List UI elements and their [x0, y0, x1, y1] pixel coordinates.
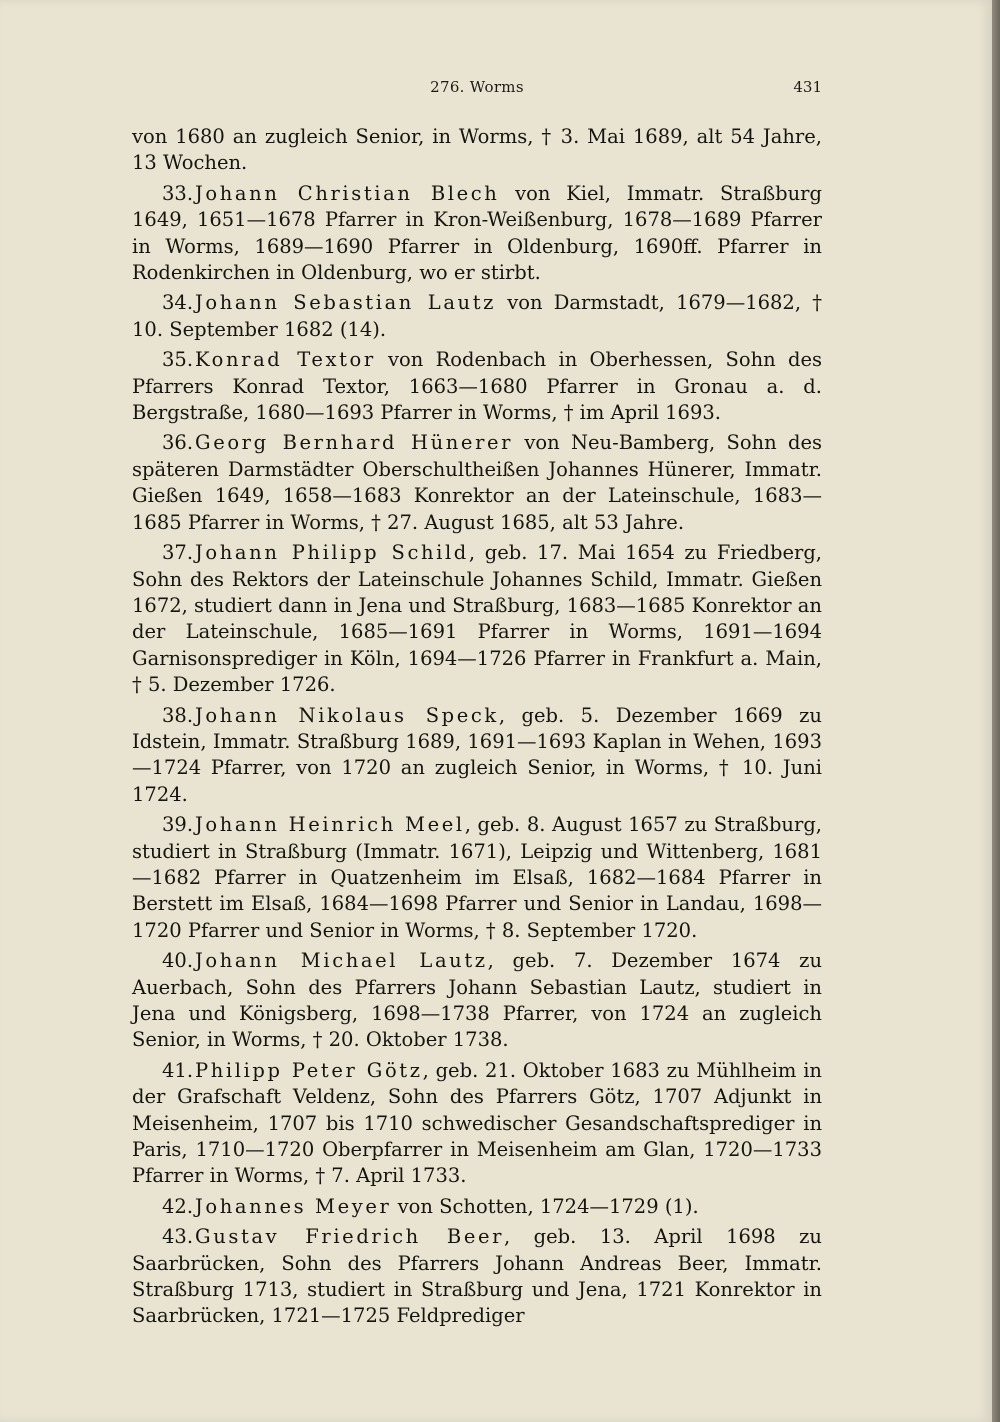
entry-37 [132, 540, 822, 698]
person-name: Philipp Peter Götz [195, 1058, 423, 1082]
body-text [132, 124, 822, 1330]
entry-text: , geb. 5. Dezember 1669 zu Idstein, Immatr. Straßburg 1689, 1691—1693 Kaplan in Wehen, 1693—1724 Pfarrer, von 1720 an zugleich Senior, in Worms, † 10. Juni 1724. [132, 703, 822, 806]
person-name: Johann Sebastian Lautz [195, 291, 497, 315]
running-title: 276. Worms [430, 78, 524, 96]
entry-38 [132, 703, 822, 809]
person-name: Georg Bernhard Hünerer [195, 431, 514, 455]
entry-35 [132, 347, 822, 426]
entry-33 [132, 181, 822, 287]
entry-number: 42. [162, 1194, 194, 1218]
entry-43 [132, 1224, 822, 1330]
entry-number: 40. [162, 949, 194, 973]
entry-41 [132, 1058, 822, 1190]
person-name: Johann Philipp Schild [195, 541, 469, 565]
entry-text: von Neu-Bamberg, Sohn des späteren Darmstädter Oberschultheißen Johannes Hünerer, Immatr. Gießen 1649, 1658—1683 Konrektor an der Lateinschule, 1683—1685 Pfarrer in Worms, † 27. August 1685, alt 53 Jahre. [132, 431, 822, 534]
entry-text: von Rodenbach in Oberhessen, Sohn des Pfarrers Konrad Textor, 1663—1680 Pfarrer in Gronau a. d. Bergstraße, 1680—1693 Pfarrer in Worms, † im April 1693. [132, 348, 822, 425]
entry-39 [132, 812, 822, 944]
person-name: Johannes Meyer [195, 1194, 392, 1218]
entry-text: von Kiel, Immatr. Straßburg 1649, 1651—1678 Pfarrer in Kron-Weißenburg, 1678—1689 Pfarrer in Worms, 1689—1690 Pfarrer in Oldenburg, 1690ff. Pfarrer in Rodenkirchen in Oldenburg, wo er stirbt. [132, 181, 822, 285]
entry-text: , geb. 17. Mai 1654 zu Friedberg, Sohn des Rektors der Lateinschule Johannes Schild, Immatr. Gießen 1672, studiert dann in Jena und Straßburg, 1683—1685 Konrektor an der Lateinschule, 1685—1691 Pfarrer in Worms, 1691—1694 Garnisonsprediger in Köln, 1694—1726 Pfarrer in Frankfurt a. Main, † 5. Dezember 1726. [132, 541, 822, 697]
entry-36 [132, 430, 822, 536]
entry-text: von Schotten, 1724—1729 (1). [391, 1194, 699, 1218]
person-name: Gustav Friedrich Beer [195, 1225, 505, 1249]
entry-text: von Darmstadt, 1679—1682, † 10. September 1682 (14). [132, 291, 822, 341]
entry-number: 38. [162, 703, 194, 727]
page-edge [992, 0, 1000, 1422]
entry-number: 35. [162, 348, 194, 372]
person-name: Johann Heinrich Meel [195, 813, 465, 837]
entry-number: 41. [162, 1058, 194, 1082]
page-header [132, 74, 822, 100]
person-name: Johann Nikolaus Speck [195, 703, 499, 727]
entry-text: , geb. 8. August 1657 zu Straßburg, studiert in Straßburg (Immatr. 1671), Leipzig und Wittenberg, 1681—1682 Pfarrer in Quatzenheim im Elsaß, 1682—1684 Pfarrer in Berstett im Elsaß, 1684—1698 Pfarrer und Senior in Landau, 1698—1720 Pfarrer und Senior in Worms, † 8. September 1720. [132, 813, 822, 942]
continuation-paragraph [132, 124, 822, 177]
entry-42 [132, 1194, 822, 1220]
entry-number: 34. [162, 291, 194, 315]
entry-text: , geb. 21. Oktober 1683 zu Mühlheim in der Grafschaft Veldenz, Sohn des Pfarrers Götz, 1707 Adjunkt in Meisenheim, 1707 bis 1710 schwedischer Gesandschaftsprediger in Paris, 1710—1720 Oberpfarrer in Meisenheim am Glan, 1720—1733 Pfarrer in Worms, † 7. April 1733. [132, 1058, 822, 1188]
entry-text: , geb. 13. April 1698 zu Saarbrücken, Sohn des Pfarrers Johann Andreas Beer, Immatr. Straßburg 1713, studiert in Straßburg und Jena, 1721 Konrektor in Saarbrücken, 1721—1725 Feldprediger [132, 1225, 822, 1328]
person-name: Johann Christian Blech [195, 181, 500, 205]
entry-number: 37. [162, 541, 194, 565]
entry-40 [132, 948, 822, 1054]
paragraph-text: von 1680 an zugleich Senior, in Worms, † 3. Mai 1689, alt 54 Jahre, 13 Wochen. [132, 125, 822, 175]
page-number: 431 [793, 78, 822, 96]
entry-number: 43. [162, 1225, 194, 1249]
entry-number: 36. [162, 431, 194, 455]
entry-number: 33. [162, 181, 194, 205]
entry-34 [132, 290, 822, 343]
entry-text: , geb. 7. Dezember 1674 zu Auerbach, Sohn des Pfarrers Johann Sebastian Lautz, studiert in Jena und Königsberg, 1698—1738 Pfarrer, von 1724 an zugleich Senior, in Worms, † 20. Oktober 1738. [132, 949, 822, 1052]
person-name: Konrad Textor [195, 348, 376, 372]
entry-number: 39. [162, 813, 194, 837]
person-name: Johann Michael Lautz [195, 949, 488, 973]
